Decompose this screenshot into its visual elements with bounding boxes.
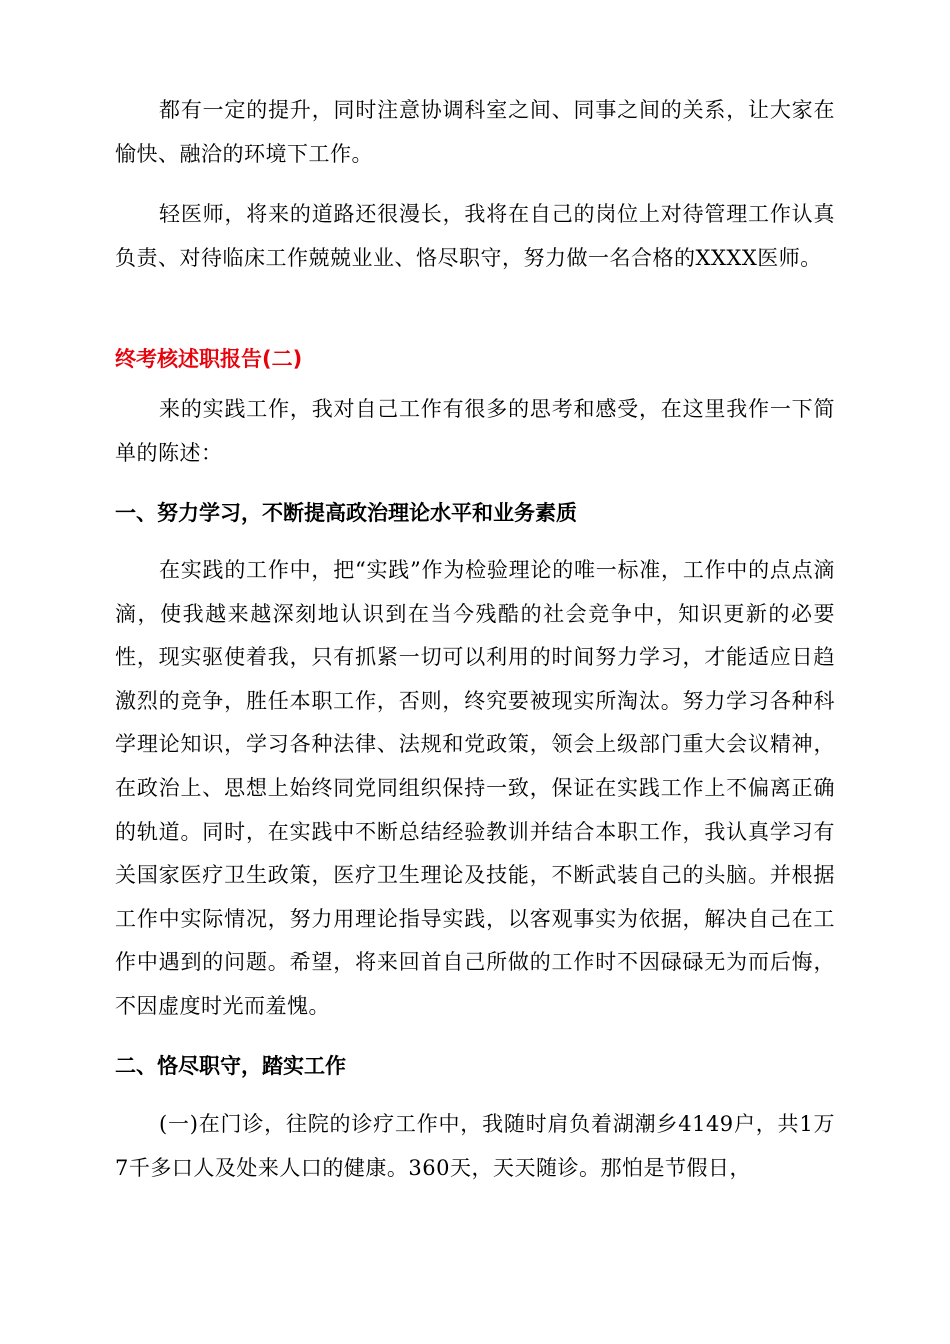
paragraph-2: 轻医师，将来的道路还很漫长，我将在自己的岗位上对待管理工作认真负责、对待临床工作兢兢业业、恪尽职守，努力做一名合格的XXXX医师。 [115, 202, 835, 270]
paragraph-1: 都有一定的提升，同时注意协调科室之间、同事之间的关系，让大家在愉快、融洽的环境下工作。 [115, 98, 835, 166]
paragraph-4: 在实践的工作中，把“实践”作为检验理论的唯一标准，工作中的点点滴滴，使我越来越深刻地认识到在当今残酷的社会竞争中，知识更新的必要性，现实驱使着我，只有抓紧一切可以利用的时间努力学习，才能适应日趋激烈的竞争，胜任本职工作，否则，终究要被现实所淘汰。努力学习各种科学理论知识，学习各种法律、法规和党政策，领会上级部门重大会议精神，在政治上、思想上始终同党同组织保持一致，保证在实践工作上不偏离正确的轨道。同时，在实践中不断总结经验教训并结合本职工作，我认真学习有关国家医疗卫生政策，医疗卫生理论及技能，不断武装自己的头脑。并根据工作中实际情况，努力用理论指导实践，以客观事实为依据，解决自己在工作中遇到的问题。希望，将来回首自己所做的工作时不因碌碌无为而后悔，不因虚度时光而羞愧。 [115, 558, 835, 1018]
paragraph-3: 来的实践工作，我对自己工作有很多的思考和感受，在这里我作一下简单的陈述： [115, 397, 835, 465]
paragraph-5: (一)在门诊，往院的诊疗工作中，我随时肩负着湖潮乡4149户，共1万7千多口人及处来人口的健康。360天，天天随诊。那怕是节假日， [115, 1112, 835, 1180]
heading-1: 一、努力学习，不断提高政治理论水平和业务素质 [115, 501, 577, 525]
heading-2: 二、恪尽职守，踏实工作 [115, 1054, 346, 1078]
section-title-2: 终考核述职报告(二) [115, 347, 303, 371]
